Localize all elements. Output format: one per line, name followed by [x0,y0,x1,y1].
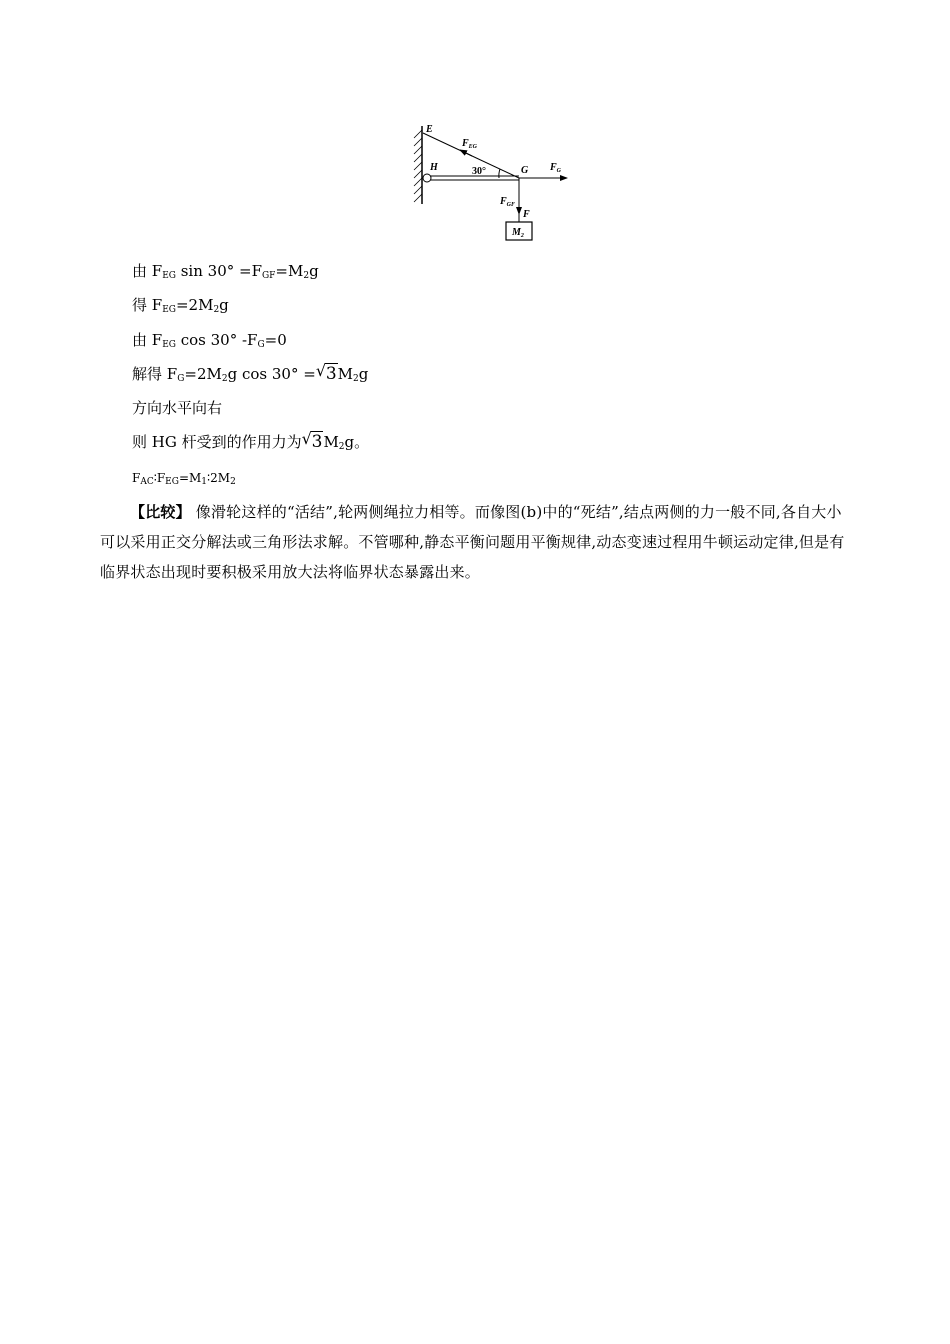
equation-line-3: 由 $F_{EG}$ cos 30° $-F_G=0$ [132,331,287,350]
label-mass: $M_2$ [512,227,524,239]
force-diagram [400,118,580,246]
angle-arc [499,169,500,178]
label-f-gf: $F_{GF}$ [500,196,516,208]
equation-line-1: 由 $F_{EG}$ $\sin 30^\circ =F_{GF}=M_2g$ [132,262,319,281]
equation-line-2: 得 $F_{EG}=2M_2g$ [132,296,229,315]
sqrt-symbol: √ 3 [315,361,337,384]
equation-line-6: 则 HG 杆受到的作用力为 √ $3M_2g$。 [132,429,370,452]
equation-line-5: 方向水平向右 [132,399,223,417]
label-angle: 30° [472,166,486,177]
label-f-eg: $F_{EG}$ [462,138,478,150]
label-g: G [521,165,529,176]
label-h: H [430,162,438,173]
comparison-text: 像滑轮这样的“活结”,轮两侧绳拉力相等。而像图(b)中的“死结”,结点两侧的力一般不同,各自大小可以采用正交分解法或三角形法求解。不管哪种,静态平衡问题用平衡规律,动态变速过程用牛顿运动定律,但是有临界状态出现时要积极采用放大法将临界状态暴露出来。 [100,503,845,581]
comparison-label: 【比较】 [130,503,191,521]
comparison-paragraph [100,497,850,587]
label-e: E [426,124,433,135]
equation-line-4: 解得 $F_G=2M_2g$ cos 30° = √ $3M_2g$ [132,361,369,384]
hinge-h [423,174,431,182]
label-f-g: $F_G$ [550,162,562,174]
equation-line-7: $F_{AC}∶F_{EG}=M_1∶2M_2$ [132,471,236,487]
label-f: F [523,209,530,220]
sqrt-symbol: √ 3 [301,429,323,452]
arrow-f-eg [460,150,472,156]
wall-hatching [414,130,422,202]
force-diagram-svg [400,118,580,246]
